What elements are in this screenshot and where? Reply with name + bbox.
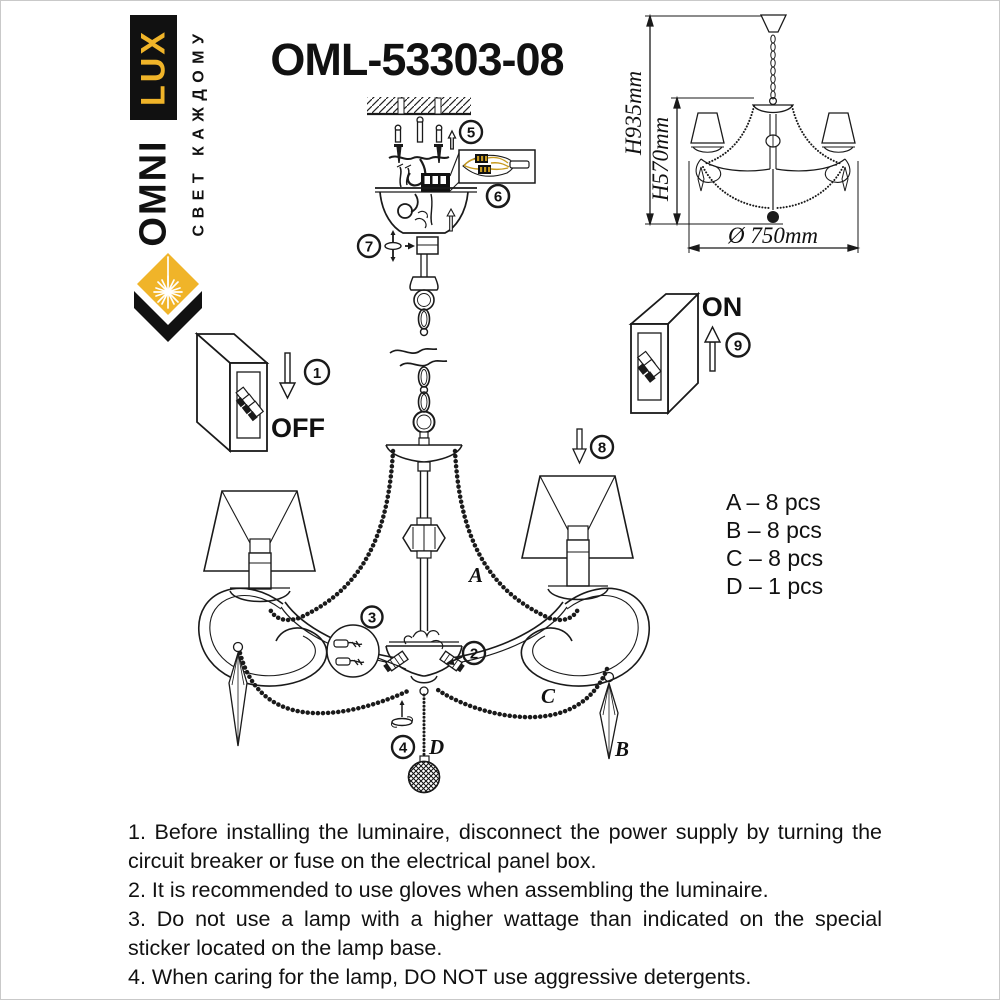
locking-pin [385,230,415,262]
instruction-1: 1. Before installing the luminaire, disconnect the power supply by turning the circuit breaker or fuse on the electrical panel box. [128,820,882,873]
chain [390,254,447,438]
part-letter-c: C [541,684,556,708]
wiring-callout [459,150,535,183]
step-2-number: 2 [469,645,479,663]
ceiling [367,97,471,114]
breaker-on [621,281,791,426]
detail-bubble [327,625,379,677]
parts-list-item: A – 8 pcs [726,489,821,515]
part-letter-a: A [469,563,484,587]
dim-diameter: Ø 750mm [727,223,819,248]
step-9-number: 9 [733,337,743,355]
parts-list-item: B – 8 pcs [726,517,822,543]
right-candle [522,476,633,600]
step-4-number: 4 [398,739,408,757]
page-title: OML-53303-08 [270,34,564,85]
part-letter-b: B [615,737,630,761]
off-label: OFF [271,413,325,443]
step-1-number: 1 [312,365,322,382]
mini-chandelier [691,15,855,223]
body-column [386,438,462,631]
left-candle [204,491,315,602]
dim-total-height: H935mm [621,70,646,156]
instruction-4: 4. When caring for the lamp, DO NOT use aggressive detergents. [128,965,752,989]
step-6-number: 6 [493,188,503,206]
dim-body-height: H570mm [648,116,673,202]
crystal-ball [409,762,440,793]
arrow-up-icon [705,327,720,371]
logo-tagline: СВЕТ КАЖДОМУ [190,27,208,237]
breaker-box-on [631,294,698,413]
step-5-number: 5 [466,124,476,142]
canopy [358,188,477,262]
arms [199,588,649,686]
logo-word-omni: OMNI [132,139,175,247]
instructions [128,818,882,992]
step-8 [573,429,613,463]
on-label: ON [701,292,743,322]
step-8-number: 8 [597,439,607,457]
parts-list [726,488,823,600]
crystal-pendants [229,643,618,760]
breaker-off [191,326,341,461]
instruction-3: 3. Do not use a lamp with a higher wattage than indicated on the special sticker located on the lamp base. [128,907,882,960]
breaker-box-off [197,334,267,451]
step-3-number: 3 [367,609,377,627]
logo-word-lux: LUX [134,29,173,106]
arrow-down-icon [280,353,295,398]
parts-list-item: D – 1 pcs [726,573,824,599]
step-7-number: 7 [364,238,374,256]
parts-list-item: C – 8 pcs [726,545,824,571]
part-letter-d: D [429,735,445,759]
instruction-2: 2. It is recommended to use gloves when assembling the luminaire. [128,878,769,902]
